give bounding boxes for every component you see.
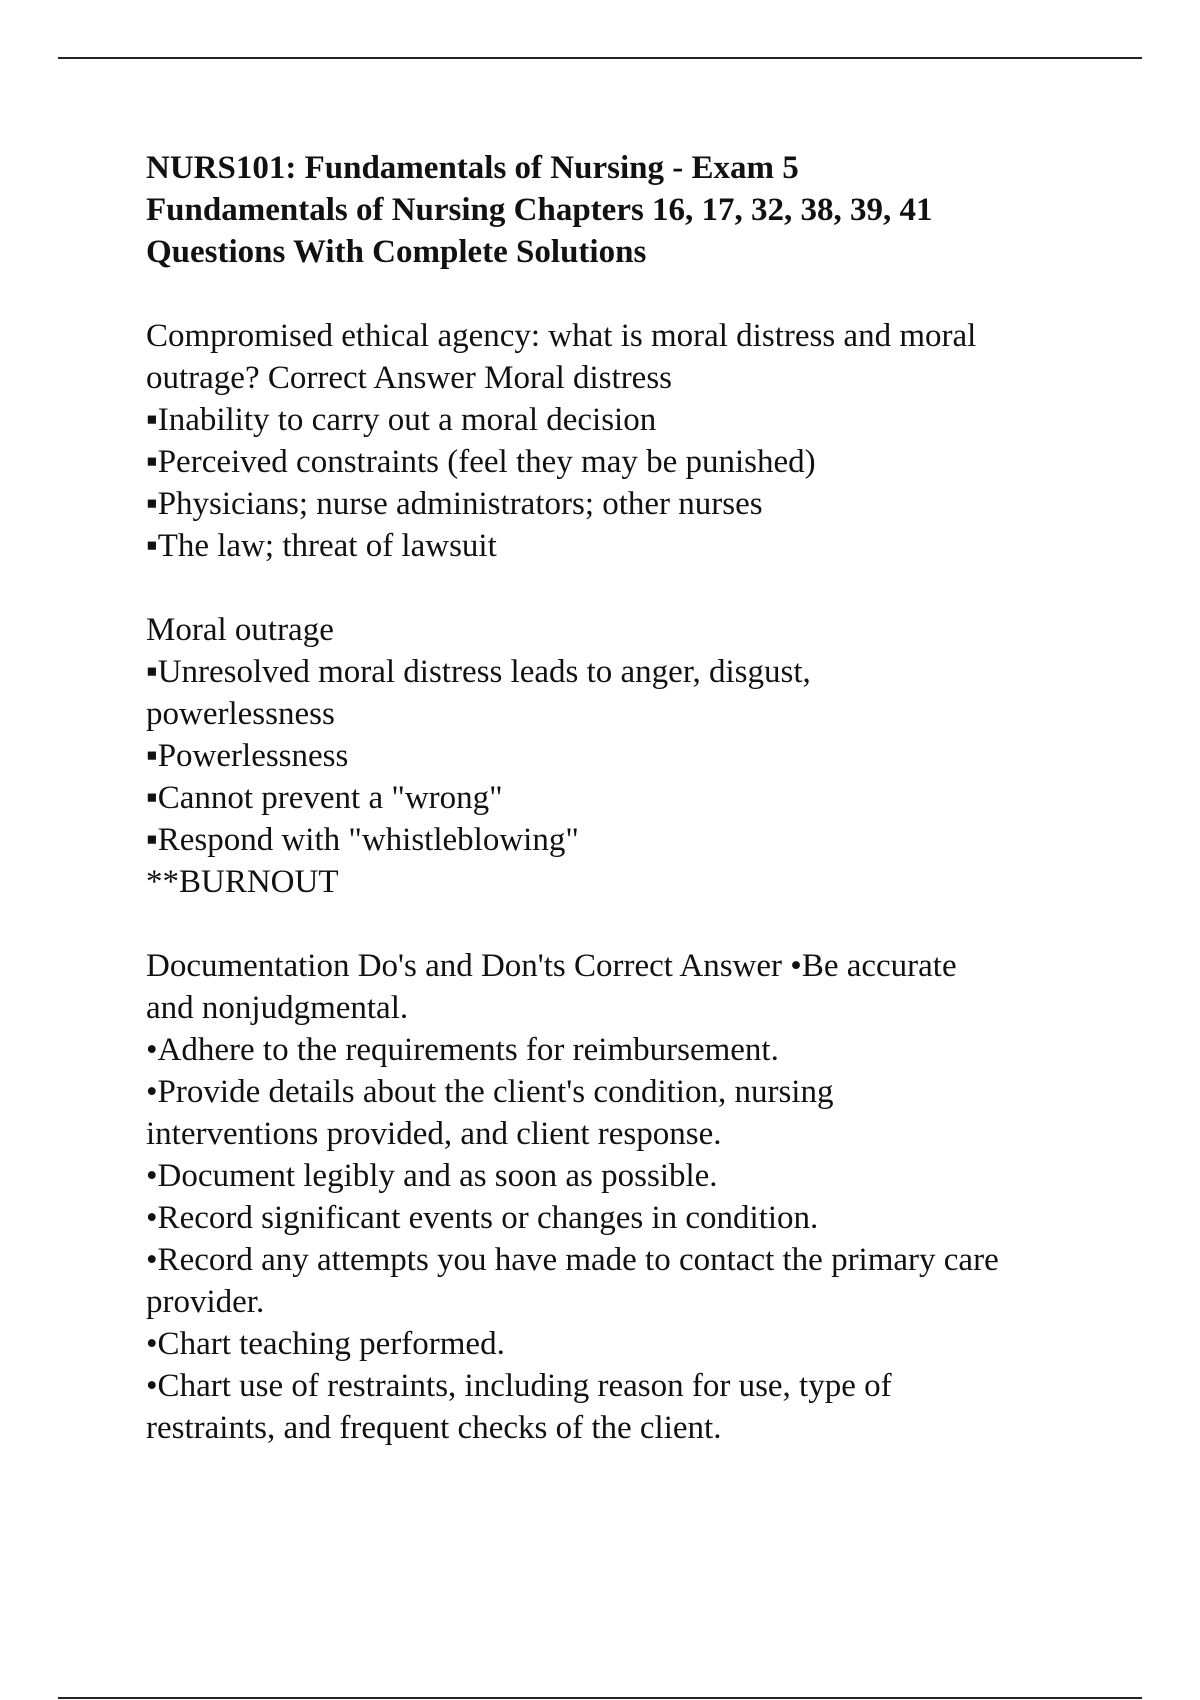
bottom-rule bbox=[58, 1697, 1142, 1699]
bullet-item: ▪Powerlessness bbox=[146, 738, 349, 774]
document-body bbox=[146, 147, 1106, 1449]
text-line: powerlessness bbox=[146, 696, 335, 732]
question-moral-distress bbox=[146, 315, 1106, 567]
text-line: outrage? Correct Answer Moral distress bbox=[146, 360, 673, 396]
text-line: **BURNOUT bbox=[146, 864, 339, 900]
bullet-item: ▪Unresolved moral distress leads to anger, disgust, bbox=[146, 654, 811, 690]
text-line: interventions provided, and client response. bbox=[146, 1116, 722, 1152]
text-line: restraints, and frequent checks of the client. bbox=[146, 1410, 722, 1446]
text-line: and nonjudgmental. bbox=[146, 990, 409, 1026]
bullet-item: •Document legibly and as soon as possible. bbox=[146, 1158, 718, 1194]
document-title bbox=[146, 147, 1106, 273]
bullet-item: ▪Cannot prevent a "wrong" bbox=[146, 780, 503, 816]
bullet-item: ▪The law; threat of lawsuit bbox=[146, 528, 497, 564]
text-line: Compromised ethical agency: what is moral distress and moral bbox=[146, 318, 977, 354]
bullet-item: ▪Inability to carry out a moral decision bbox=[146, 402, 657, 438]
bullet-item: ▪Physicians; nurse administrators; other nurses bbox=[146, 486, 763, 522]
bullet-item: •Adhere to the requirements for reimbursement. bbox=[146, 1032, 779, 1068]
top-rule bbox=[58, 57, 1142, 59]
title-line: Fundamentals of Nursing Chapters 16, 17, 32, 38, 39, 41 bbox=[146, 192, 933, 228]
text-line: provider. bbox=[146, 1284, 265, 1320]
moral-outrage-section bbox=[146, 609, 1106, 903]
title-line: Questions With Complete Solutions bbox=[146, 234, 647, 270]
bullet-item: •Record significant events or changes in condition. bbox=[146, 1200, 819, 1236]
bullet-item: ▪Perceived constraints (feel they may be punished) bbox=[146, 444, 816, 480]
question-documentation bbox=[146, 945, 1106, 1449]
bullet-item: •Chart use of restraints, including reason for use, type of bbox=[146, 1368, 892, 1404]
bullet-item: •Record any attempts you have made to contact the primary care bbox=[146, 1242, 999, 1278]
title-line: NURS101: Fundamentals of Nursing - Exam 5 bbox=[146, 150, 799, 186]
section-heading: Moral outrage bbox=[146, 612, 334, 648]
text-line: Documentation Do's and Don'ts Correct Answer •Be accurate bbox=[146, 948, 957, 984]
bullet-item: •Chart teaching performed. bbox=[146, 1326, 505, 1362]
bullet-item: ▪Respond with "whistleblowing" bbox=[146, 822, 579, 858]
bullet-item: •Provide details about the client's condition, nursing bbox=[146, 1074, 834, 1110]
